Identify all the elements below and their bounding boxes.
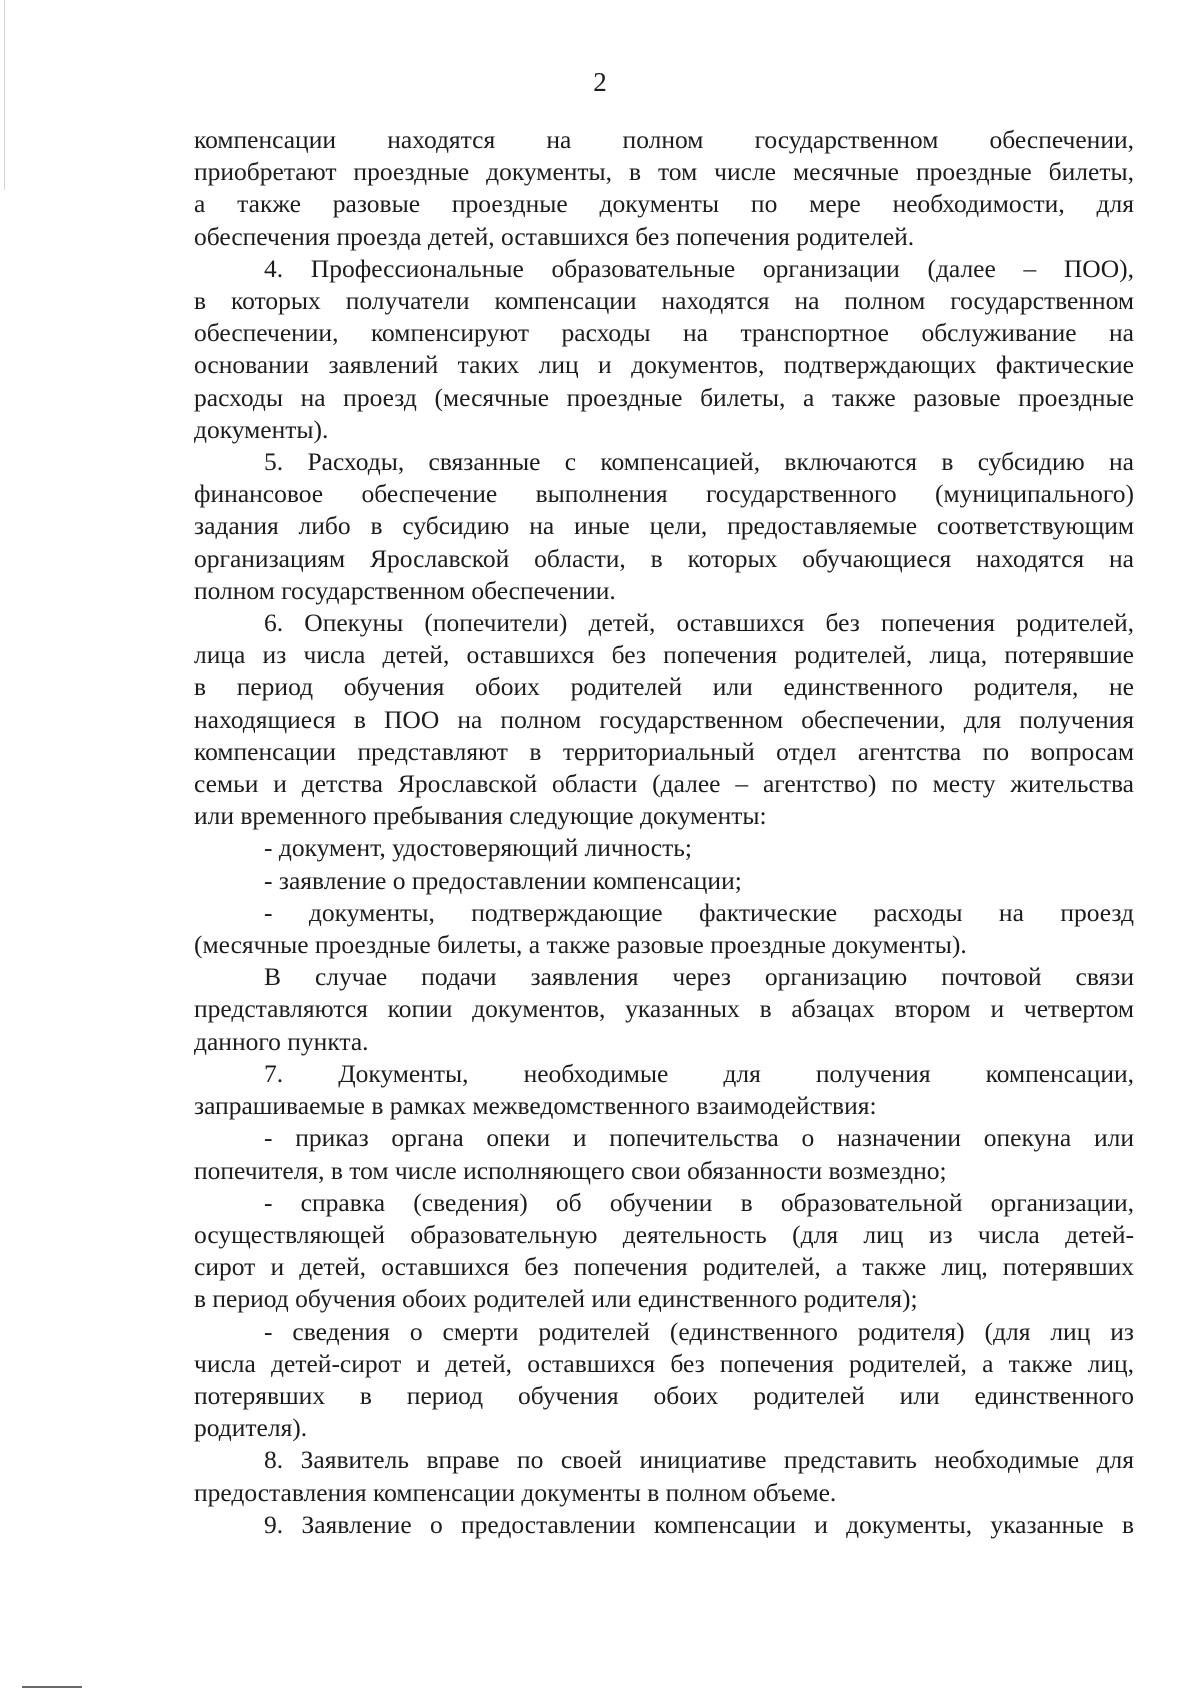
text-line: в которых получатели компенсации находятся на полном государственном <box>194 286 1134 316</box>
paragraph-item-7 <box>194 1058 1134 1122</box>
text-line: числа детей-сирот и детей, оставшихся без попечения родителей, а также лиц, <box>194 1348 1134 1378</box>
list-item-death-records <box>194 1316 1134 1445</box>
text-line: попечителя, в том числе исполняющего свои обязанности возмездно; <box>194 1155 947 1185</box>
text-line: 4. Профессиональные образовательные организации (далее – ПОО), <box>264 253 1134 283</box>
text-line: - сведения о смерти родителей (единственного родителя) (для лиц из <box>264 1316 1134 1346</box>
text-line: осуществляющей образовательную деятельность (для лиц из числа детей- <box>194 1219 1134 1249</box>
list-item-guardianship-order <box>194 1122 1134 1186</box>
text-line: задания либо в субсидию на иные цели, предоставляемые соответствующим <box>194 511 1134 541</box>
paragraph-continuation <box>194 124 1134 253</box>
text-line: компенсации находятся на полном государственном обеспечении, <box>194 125 1134 154</box>
text-line: компенсации представляют в территориальный отдел агентства по вопросам <box>194 736 1134 766</box>
paragraph-postal-submission <box>194 961 1134 1058</box>
text-line: данного пункта. <box>194 1026 369 1056</box>
text-line: в период обучения обоих родителей или единственного родителя); <box>194 1284 918 1314</box>
text-line: представляются копии документов, указанных в абзацах втором и четвертом <box>194 994 1134 1024</box>
text-line: находящиеся в ПОО на полном государственном обеспечении, для получения <box>194 704 1134 734</box>
text-line: приобретают проездные документы, в том числе месячные проездные билеты, <box>194 157 1134 187</box>
text-line: (месячные проездные билеты, а также разовые проездные документы). <box>194 930 967 960</box>
list-item-identity-document <box>194 832 1134 864</box>
paragraph-item-6 <box>194 607 1134 832</box>
text-line: расходы на проезд (месячные проездные билеты, а также разовые проездные <box>194 382 1134 412</box>
text-line: обеспечения проезда детей, оставшихся без попечения родителей. <box>194 221 915 251</box>
text-line: а также разовые проездные документы по мере необходимости, для <box>194 189 1134 219</box>
text-line: родителя). <box>194 1413 308 1443</box>
text-line: полном государственном обеспечении. <box>194 575 616 605</box>
paragraph-item-9 <box>194 1509 1134 1541</box>
text-line: 8. Заявитель вправе по своей инициативе представить необходимые для <box>264 1445 1134 1475</box>
text-line: - приказ органа опеки и попечительства о назначении опекуна или <box>264 1123 1134 1153</box>
text-line: в период обучения обоих родителей или единственного родителя, не <box>194 672 1134 702</box>
text-line: или временного пребывания следующие документы: <box>194 801 767 831</box>
text-line: семьи и детства Ярославской области (далее – агентство) по месту жительства <box>194 769 1134 799</box>
text-line: - справка (сведения) об обучении в образовательной организации, <box>264 1187 1134 1217</box>
text-line: - документ, удостоверяющий личность; <box>264 833 692 863</box>
list-item-application <box>194 865 1134 897</box>
text-line: 7. Документы, необходимые для получения компенсации, <box>264 1058 1134 1088</box>
paragraph-item-8 <box>194 1444 1134 1508</box>
list-item-education-certificate <box>194 1187 1134 1316</box>
scan-corner-mark <box>22 1686 82 1688</box>
text-line: - заявление о предоставлении компенсации; <box>264 865 742 895</box>
text-line: предоставления компенсации документы в полном объеме. <box>194 1477 837 1507</box>
paragraph-item-5 <box>194 446 1134 607</box>
text-line: основании заявлений таких лиц и документов, подтверждающих фактические <box>194 350 1134 380</box>
text-line: потерявших в период обучения обоих родителей или единственного <box>194 1380 1134 1410</box>
text-line: организациям Ярославской области, в которых обучающиеся находятся на <box>194 543 1134 573</box>
text-line: документы). <box>194 414 329 444</box>
text-line: обеспечении, компенсируют расходы на транспортное обслуживание на <box>194 318 1134 348</box>
paragraph-item-4 <box>194 253 1134 446</box>
text-line: запрашиваемые в рамках межведомственного взаимодействия: <box>194 1091 877 1121</box>
text-line: 5. Расходы, связанные с компенсацией, включаются в субсидию на <box>264 447 1134 477</box>
text-line: лица из числа детей, оставшихся без попечения родителей, лица, потерявшие <box>194 640 1134 670</box>
text-line: В случае подачи заявления через организацию почтовой связи <box>264 962 1134 992</box>
document-body <box>194 124 1134 1541</box>
text-line: 9. Заявление о предоставлении компенсации и документы, указанные в <box>264 1509 1134 1539</box>
list-item-expense-documents <box>194 897 1134 961</box>
text-line: сирот и детей, оставшихся без попечения родителей, а также лиц, потерявших <box>194 1252 1134 1282</box>
text-line: финансовое обеспечение выполнения государственного (муниципального) <box>194 479 1134 509</box>
page-number: 2 <box>593 67 607 97</box>
text-line: - документы, подтверждающие фактические расходы на проезд <box>264 897 1134 927</box>
text-line: 6. Опекуны (попечители) детей, оставшихся без попечения родителей, <box>264 608 1134 638</box>
